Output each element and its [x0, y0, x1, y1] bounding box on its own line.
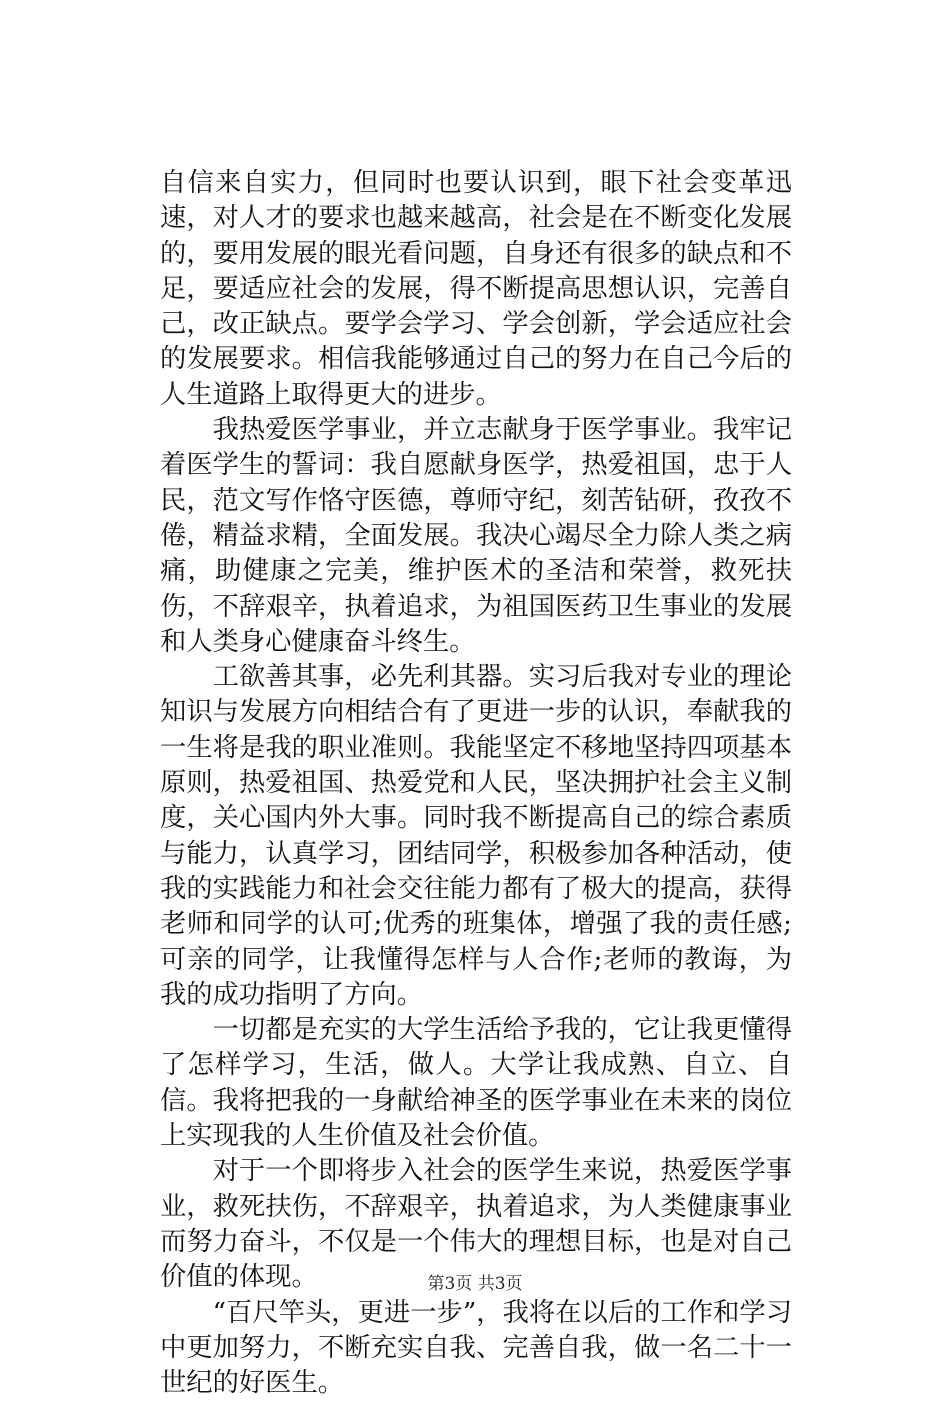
paragraph-4: 一切都是充实的大学生活给予我的，它让我更懂得了怎样学习，生活，做人。大学让我成熟、自立、自信。我将把我的一身献给神圣的医学事业在未来的岗位上实现我的人生价值及社会价值。	[160, 1013, 792, 1154]
paragraph-6: “百尺竿头，更进一步”，我将在以后的工作和学习中更加努力，不断充实自我、完善自我，做一名二十一世纪的好医生。	[160, 1296, 792, 1401]
paragraph-3: 工欲善其事，必先利其器。实习后我对专业的理论知识与发展方向相结合有了更进一步的认识，奉献我的一生将是我的职业准则。我能坚定不移地坚持四项基本原则，热爱祖国、热爱党和人民，坚决拥护社会主义制度，关心国内外大事。同时我不断提高自己的综合素质与能力，认真学习，团结同学，积极参加各种活动，使我的实践能力和社会交往能力都有了极大的提高，获得老师和同学的认可;优秀的班集体，增强了我的责任感;可亲的同学，让我懂得怎样与人合作;老师的教诲，为我的成功指明了方向。	[160, 660, 792, 1013]
page-number-footer: 第3页 共3页	[0, 1274, 950, 1294]
paragraph-5: 对于一个即将步入社会的医学生来说，热爱医学事业，救死扶伤，不辞艰辛，执着追求，为人类健康事业而努力奋斗，不仅是一个伟大的理想目标，也是对自己价值的体现。	[160, 1154, 792, 1295]
paragraph-2: 我热爱医学事业，并立志献身于医学事业。我牢记着医学生的誓词：我自愿献身医学，热爱祖国，忠于人民，范文写作恪守医德，尊师守纪，刻苦钻研，孜孜不倦，精益求精，全面发展。我决心竭尽全力除人类之病痛，助健康之完美，维护医术的圣洁和荣誉，救死扶伤，不辞艰辛，执着追求，为祖国医药卫生事业的发展和人类身心健康奋斗终生。	[160, 413, 792, 660]
document-body	[160, 166, 792, 1401]
paragraph-1: 自信来自实力，但同时也要认识到，眼下社会变革迅速，对人才的要求也越来越高，社会是在不断变化发展的，要用发展的眼光看问题，自身还有很多的缺点和不足，要适应社会的发展，得不断提高思想认识，完善自己，改正缺点。要学会学习、学会创新，学会适应社会的发展要求。相信我能够通过自己的努力在自己今后的人生道路上取得更大的进步。	[160, 166, 792, 413]
